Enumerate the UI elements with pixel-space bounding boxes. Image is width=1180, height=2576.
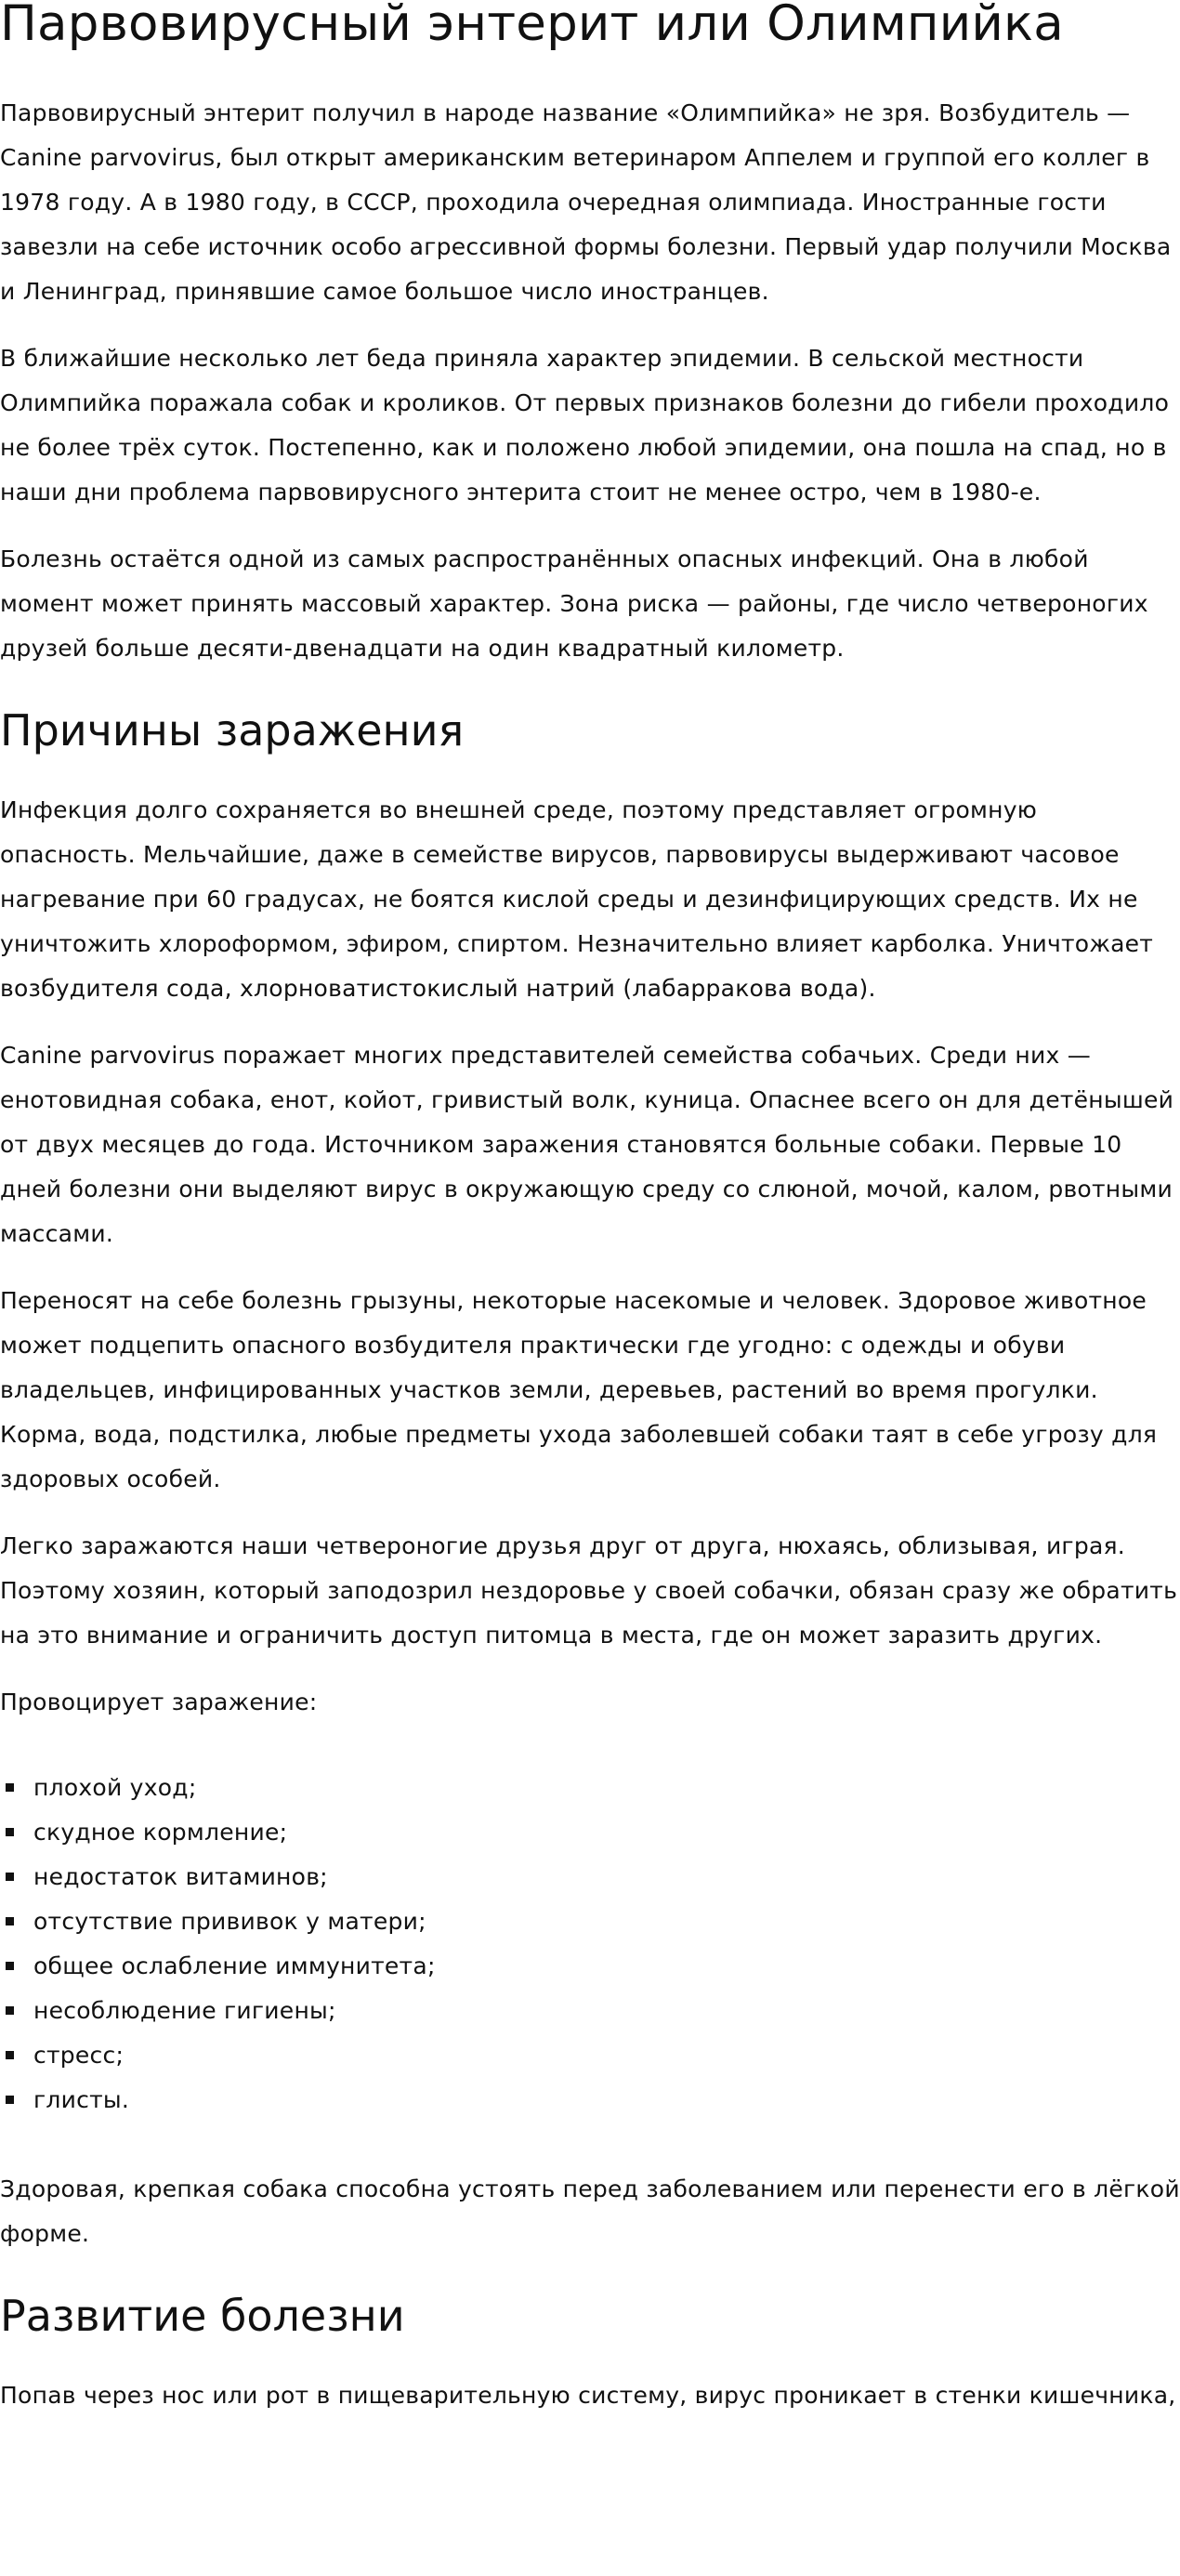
causes-paragraph-1: Инфекция долго сохраняется во внешней среде, поэтому представляет огромную опасность. Мельчайшие, даже в семействе вирусов, парвовирусы выдерживают часовое нагревание при 60 градусах, не боятся кислой среды и дезинфицирующих средств. Их не уничтожить хлороформом, эфиром, спиртом. Незначительно влияет карболка. Уничтожает возбудителя сода, хлорноватистокислый натрий (лабарракова вода). xyxy=(0,796,1154,1002)
list-item xyxy=(0,1855,1180,1899)
section-heading-development: Развитие болезни xyxy=(0,2291,405,2341)
risk-factors-list xyxy=(0,1766,1180,2123)
list-item-text: глисты. xyxy=(33,2086,130,2113)
bullet-square-icon xyxy=(6,1828,14,1836)
list-item xyxy=(0,1766,1180,1810)
list-item xyxy=(0,1989,1180,2033)
development-paragraph-1: Попав через нос или рот в пищеварительную систему, вирус проникает в стенки кишечника, xyxy=(0,2382,1176,2409)
causes-conclusion: Здоровая, крепкая собака способна устоять перед заболеванием или перенести его в лёгкой форме. xyxy=(0,2175,1180,2247)
section-heading-causes: Причины заражения xyxy=(0,705,465,756)
bullet-square-icon xyxy=(6,1962,14,1970)
causes-paragraph-2: Canine parvovirus поражает многих представителей семейства собачьих. Среди них — енотовидная собака, енот, койот, гривистый волк, куница. Опаснее всего он для детёнышей от двух месяцев до года. Источником заражения становятся больные собаки. Первые 10 дней болезни они выделяют вирус в окружающую среду со слюной, мочой, калом, рвотными массами. xyxy=(0,1042,1174,1247)
bullet-square-icon xyxy=(6,2051,14,2059)
intro-paragraph-1: Парвовирусный энтерит получил в народе название «Олимпийка» не зря. Возбудитель — Canine parvovirus, был открыт американским ветеринаром Аппелем и группой его коллег в 1978 году. А в 1980 году, в СССР, проходила очередная олимпиада. Иностранные гости завезли на себе источник особо агрессивной формы болезни. Первый удар получили Москва и Ленинград, принявшие самое большое число иностранцев. xyxy=(0,99,1172,305)
list-item-text: скудное кормление; xyxy=(33,1819,288,1846)
list-item-text: недостаток витаминов; xyxy=(33,1863,328,1890)
list-item xyxy=(0,1810,1180,1855)
intro-paragraph-3: Болезнь остаётся одной из самых распространённых опасных инфекций. Она в любой момент может принять массовый характер. Зона риска — районы, где число четвероногих друзей больше десяти-двенадцати на один квадратный километр. xyxy=(0,545,1148,662)
list-item-text: стресс; xyxy=(33,2042,125,2069)
bullet-square-icon xyxy=(6,1783,14,1792)
causes-paragraph-3: Переносят на себе болезнь грызуны, некоторые насекомые и человек. Здоровое животное может подцепить опасного возбудителя практически где угодно: с одежды и обуви владельцев, инфицированных участков земли, деревьев, растений во время прогулки. Корма, вода, подстилка, любые предметы ухода заболевшей собаки таят в себе угрозу для здоровых особей. xyxy=(0,1287,1158,1492)
list-item xyxy=(0,1944,1180,1989)
causes-paragraph-4: Легко заражаются наши четвероногие друзья друг от друга, нюхаясь, облизывая, играя. Поэтому хозяин, который заподозрил нездоровье у своей собачки, обязан сразу же обратить на это внимание и ограничить доступ питомца в места, где он может заразить других. xyxy=(0,1532,1178,1649)
bullet-square-icon xyxy=(6,2096,14,2104)
intro-paragraph-2: В ближайшие несколько лет беда приняла характер эпидемии. В сельской местности Олимпийка поражала собак и кроликов. От первых признаков болезни до гибели проходило не более трёх суток. Постепенно, как и положено любой эпидемии, она пошла на спад, но в наши дни проблема парвовирусного энтерита стоит не менее остро, чем в 1980-е. xyxy=(0,345,1170,506)
list-item xyxy=(0,2078,1180,2123)
page-title: Парвовирусный энтерит или Олимпийка xyxy=(0,0,1064,52)
bullet-square-icon xyxy=(6,1917,14,1925)
causes-list-intro: Провоцирует заражение: xyxy=(0,1689,318,1715)
bullet-square-icon xyxy=(6,1873,14,1881)
list-item-text: плохой уход; xyxy=(33,1774,197,1801)
bullet-square-icon xyxy=(6,2006,14,2015)
list-item-text: общее ослабление иммунитета; xyxy=(33,1952,436,1979)
list-item-text: несоблюдение гигиены; xyxy=(33,1997,336,2024)
list-item-text: отсутствие прививок у матери; xyxy=(33,1908,426,1935)
list-item xyxy=(0,1899,1180,1944)
list-item xyxy=(0,2033,1180,2078)
